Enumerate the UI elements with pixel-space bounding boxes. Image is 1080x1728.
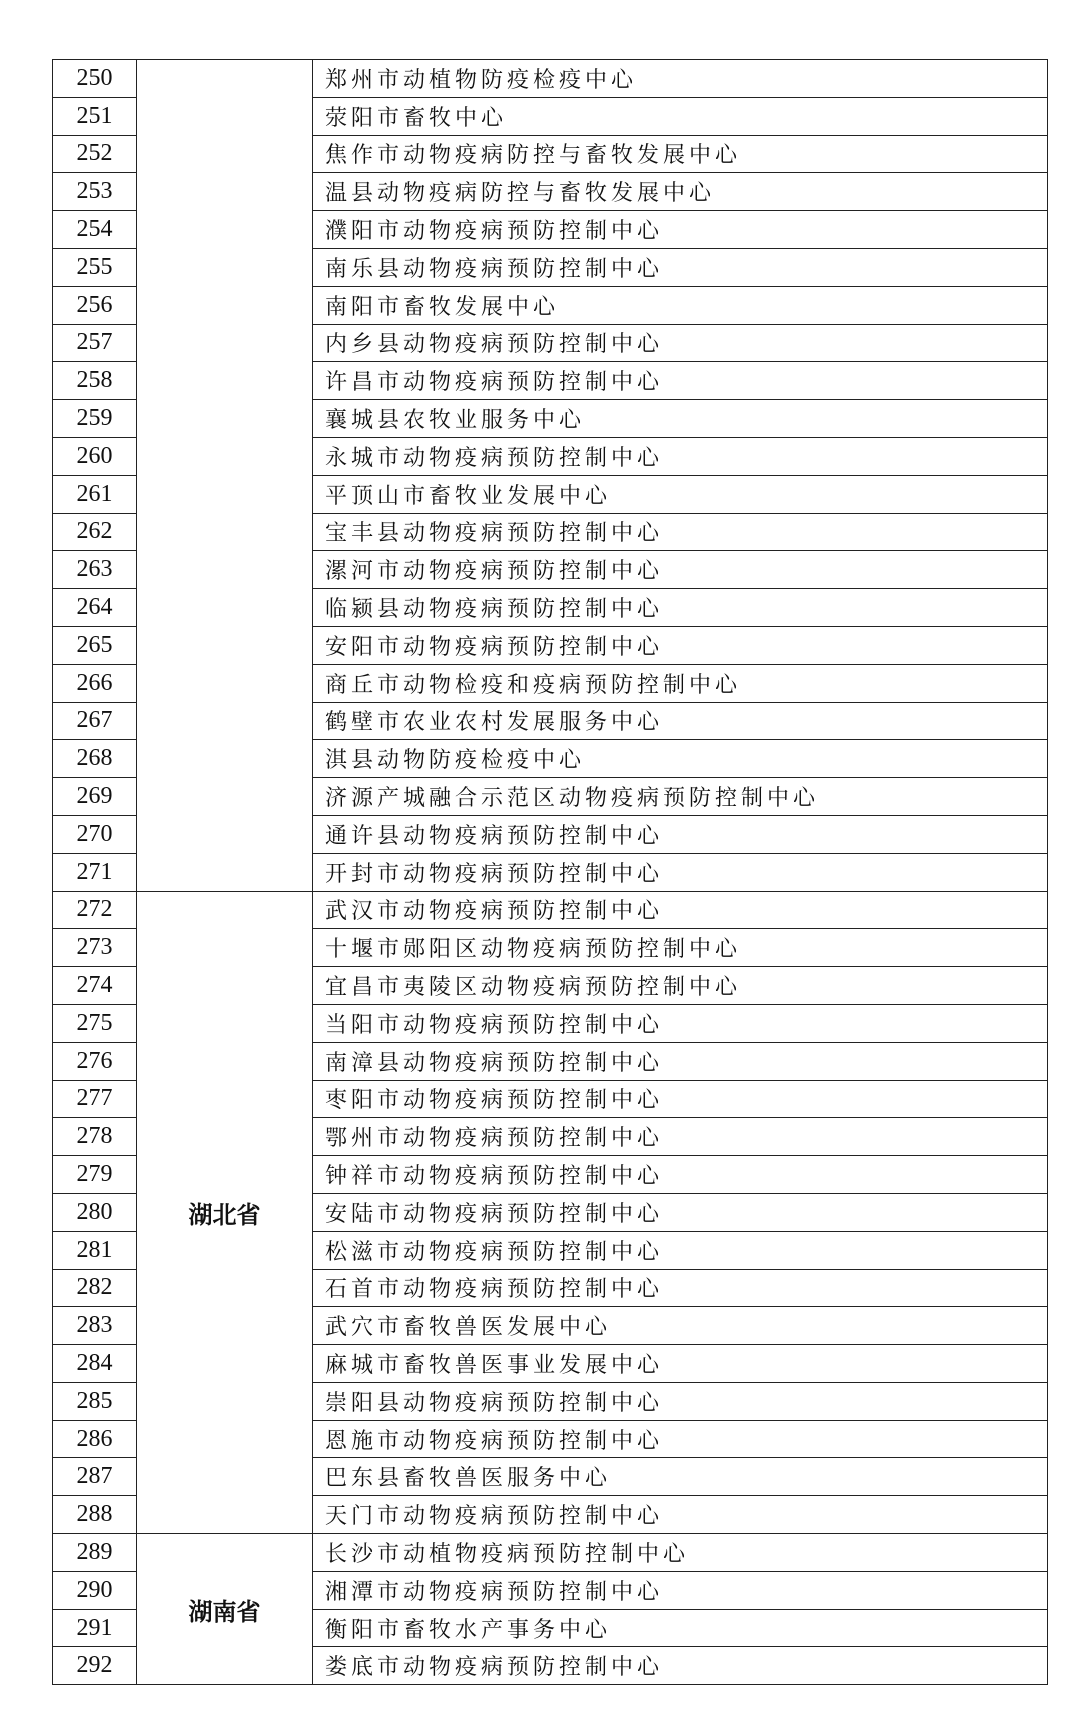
institution-name: 郑州市动植物防疫检疫中心 (313, 60, 1048, 98)
row-number: 266 (53, 664, 137, 702)
row-number: 274 (53, 967, 137, 1005)
row-number: 272 (53, 891, 137, 929)
province-cell: 湖北省 (137, 891, 313, 1534)
institution-name: 娄底市动物疫病预防控制中心 (313, 1647, 1048, 1685)
institution-name: 商丘市动物检疫和疫病预防控制中心 (313, 664, 1048, 702)
row-number: 278 (53, 1118, 137, 1156)
institution-name: 永城市动物疫病预防控制中心 (313, 437, 1048, 475)
institution-name: 漯河市动物疫病预防控制中心 (313, 551, 1048, 589)
institution-name: 石首市动物疫病预防控制中心 (313, 1269, 1048, 1307)
row-number: 280 (53, 1193, 137, 1231)
institution-name: 鹤壁市农业农村发展服务中心 (313, 702, 1048, 740)
row-number: 261 (53, 475, 137, 513)
row-number: 279 (53, 1156, 137, 1194)
row-number: 269 (53, 778, 137, 816)
institution-name: 湘潭市动物疫病预防控制中心 (313, 1571, 1048, 1609)
row-number: 276 (53, 1042, 137, 1080)
row-number: 287 (53, 1458, 137, 1496)
row-number: 253 (53, 173, 137, 211)
row-number: 264 (53, 589, 137, 627)
institution-name: 许昌市动物疫病预防控制中心 (313, 362, 1048, 400)
row-number: 281 (53, 1231, 137, 1269)
row-number: 268 (53, 740, 137, 778)
institution-name: 安陆市动物疫病预防控制中心 (313, 1193, 1048, 1231)
institution-name: 麻城市畜牧兽医事业发展中心 (313, 1345, 1048, 1383)
table-row (53, 891, 1048, 929)
institution-name: 濮阳市动物疫病预防控制中心 (313, 211, 1048, 249)
institution-name: 焦作市动物疫病防控与畜牧发展中心 (313, 135, 1048, 173)
institution-name: 临颍县动物疫病预防控制中心 (313, 589, 1048, 627)
institution-name: 内乡县动物疫病预防控制中心 (313, 324, 1048, 362)
row-number: 286 (53, 1420, 137, 1458)
row-number: 258 (53, 362, 137, 400)
row-number: 288 (53, 1496, 137, 1534)
province-cell (137, 60, 313, 892)
institution-name: 钟祥市动物疫病预防控制中心 (313, 1156, 1048, 1194)
row-number: 282 (53, 1269, 137, 1307)
row-number: 285 (53, 1382, 137, 1420)
row-number: 260 (53, 437, 137, 475)
institution-name: 崇阳县动物疫病预防控制中心 (313, 1382, 1048, 1420)
institution-name: 长沙市动植物疫病预防控制中心 (313, 1534, 1048, 1572)
row-number: 292 (53, 1647, 137, 1685)
row-number: 273 (53, 929, 137, 967)
row-number: 257 (53, 324, 137, 362)
institution-name: 武汉市动物疫病预防控制中心 (313, 891, 1048, 929)
row-number: 250 (53, 60, 137, 98)
row-number: 283 (53, 1307, 137, 1345)
institution-name: 枣阳市动物疫病预防控制中心 (313, 1080, 1048, 1118)
institution-name: 宝丰县动物疫病预防控制中心 (313, 513, 1048, 551)
institution-name: 南阳市畜牧发展中心 (313, 286, 1048, 324)
row-number: 252 (53, 135, 137, 173)
row-number: 291 (53, 1609, 137, 1647)
province-cell: 湖南省 (137, 1534, 313, 1685)
row-number: 251 (53, 97, 137, 135)
row-number: 254 (53, 211, 137, 249)
institution-name: 天门市动物疫病预防控制中心 (313, 1496, 1048, 1534)
institution-name: 衡阳市畜牧水产事务中心 (313, 1609, 1048, 1647)
institution-name: 南漳县动物疫病预防控制中心 (313, 1042, 1048, 1080)
institution-name: 济源产城融合示范区动物疫病预防控制中心 (313, 778, 1048, 816)
row-number: 267 (53, 702, 137, 740)
row-number: 277 (53, 1080, 137, 1118)
row-number: 259 (53, 400, 137, 438)
row-number: 290 (53, 1571, 137, 1609)
institution-name: 巴东县畜牧兽医服务中心 (313, 1458, 1048, 1496)
row-number: 270 (53, 815, 137, 853)
institution-name: 宜昌市夷陵区动物疫病预防控制中心 (313, 967, 1048, 1005)
institution-name: 松滋市动物疫病预防控制中心 (313, 1231, 1048, 1269)
institution-name: 平顶山市畜牧业发展中心 (313, 475, 1048, 513)
row-number: 284 (53, 1345, 137, 1383)
institution-name: 温县动物疫病防控与畜牧发展中心 (313, 173, 1048, 211)
row-number: 255 (53, 248, 137, 286)
institution-name: 襄城县农牧业服务中心 (313, 400, 1048, 438)
row-number: 289 (53, 1534, 137, 1572)
institution-name: 开封市动物疫病预防控制中心 (313, 853, 1048, 891)
institution-name: 恩施市动物疫病预防控制中心 (313, 1420, 1048, 1458)
institution-name: 淇县动物防疫检疫中心 (313, 740, 1048, 778)
row-number: 256 (53, 286, 137, 324)
institution-name: 武穴市畜牧兽医发展中心 (313, 1307, 1048, 1345)
institution-name: 安阳市动物疫病预防控制中心 (313, 626, 1048, 664)
row-number: 265 (53, 626, 137, 664)
row-number: 275 (53, 1004, 137, 1042)
institution-name: 荥阳市畜牧中心 (313, 97, 1048, 135)
institution-name: 鄂州市动物疫病预防控制中心 (313, 1118, 1048, 1156)
table-row (53, 60, 1048, 98)
institution-table (52, 59, 1048, 1685)
row-number: 271 (53, 853, 137, 891)
table-body (53, 60, 1048, 1685)
institution-name: 当阳市动物疫病预防控制中心 (313, 1004, 1048, 1042)
row-number: 263 (53, 551, 137, 589)
row-number: 262 (53, 513, 137, 551)
institution-name: 十堰市郧阳区动物疫病预防控制中心 (313, 929, 1048, 967)
institution-name: 通许县动物疫病预防控制中心 (313, 815, 1048, 853)
institution-name: 南乐县动物疫病预防控制中心 (313, 248, 1048, 286)
table-row (53, 1534, 1048, 1572)
